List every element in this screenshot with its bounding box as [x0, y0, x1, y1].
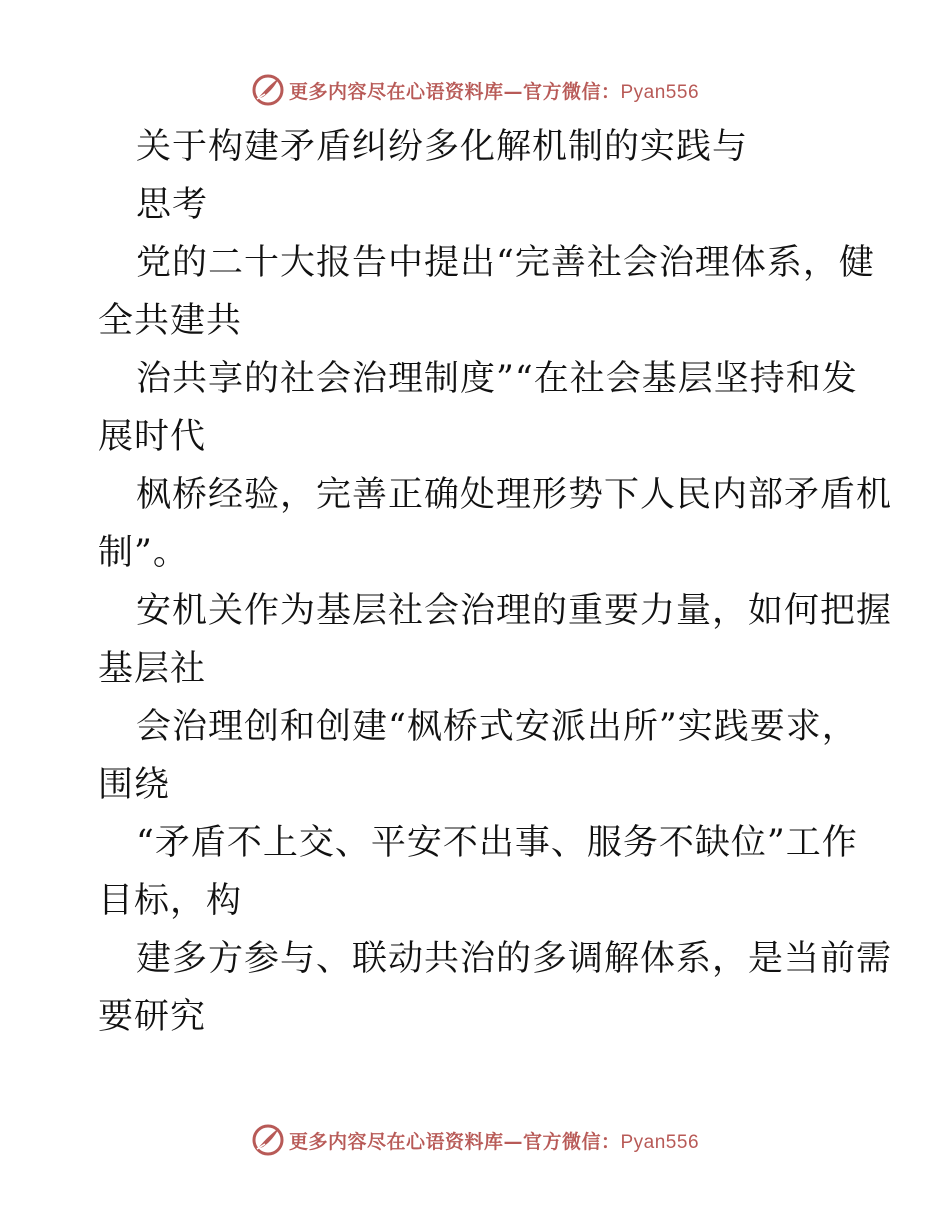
- paragraph-line: 治共享的社会治理制度”“在社会基层坚持和发: [136, 359, 858, 399]
- paragraph-line: 党的二十大报告中提出“完善社会治理体系，健: [136, 243, 875, 283]
- quill-logo-icon: [251, 1123, 285, 1157]
- paragraph-line: 建多方参与、联动共治的多调解体系，是当前需: [136, 939, 893, 979]
- paragraph-line: 枫桥经验，完善正确处理形势下人民内部矛盾机: [136, 475, 893, 515]
- paragraph-line: 围绕: [98, 765, 171, 805]
- document-title-line: 思考: [136, 185, 209, 225]
- watermark-text: 更多内容尽在心语资料库—官方微信：Pyan556: [288, 80, 700, 103]
- header-watermark: [0, 70, 950, 110]
- paragraph-line: 要研究: [98, 997, 207, 1037]
- paragraph-line: “矛盾不上交、平安不出事、服务不缺位”工作: [136, 823, 858, 863]
- footer-watermark: [0, 1120, 950, 1160]
- document-title-line: 关于构建矛盾纠纷多化解机制的实践与: [136, 127, 749, 167]
- paragraph-line: 会治理创和创建“枫桥式安派出所”实践要求，: [136, 707, 858, 747]
- paragraph-line: 安机关作为基层社会治理的重要力量，如何把握: [136, 591, 893, 631]
- paragraph-line: 目标，构: [98, 881, 243, 921]
- paragraph-line: 基层社: [98, 649, 207, 689]
- paragraph-line: 制”。: [98, 533, 189, 573]
- watermark-text: 更多内容尽在心语资料库—官方微信：Pyan556: [288, 1130, 700, 1153]
- paragraph-line: 全共建共: [98, 301, 243, 341]
- paragraph-line: 展时代: [98, 417, 207, 457]
- quill-logo-icon: [251, 73, 285, 107]
